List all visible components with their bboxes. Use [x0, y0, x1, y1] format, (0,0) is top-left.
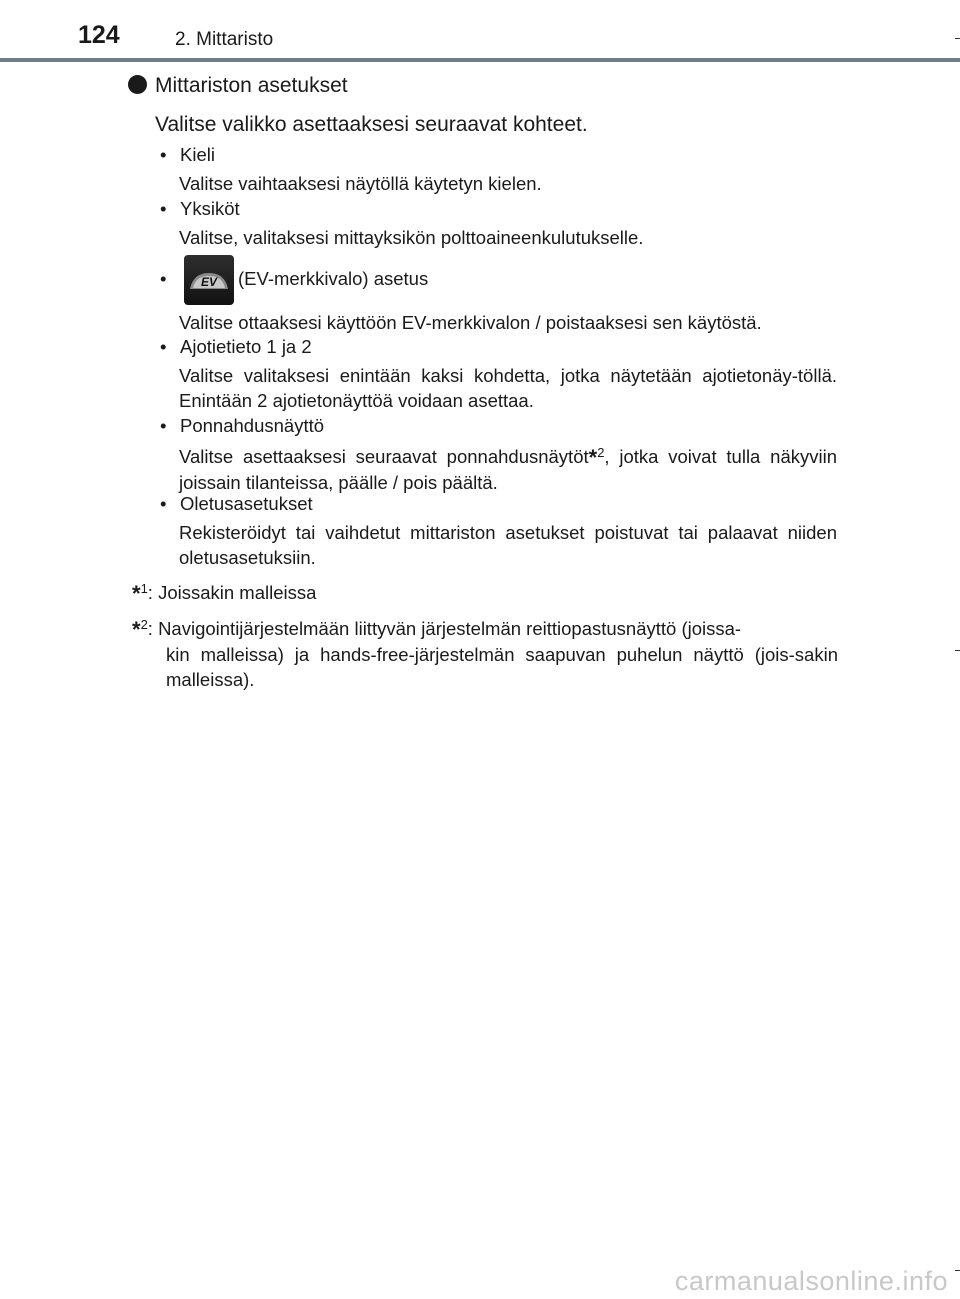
header-rule — [0, 58, 960, 62]
footnote-text-continued: kin malleissa) ja hands-free-järjestelmän saapuvan puhelun näyttö (jois-sakin malleissa). — [166, 644, 838, 690]
bullet-icon: • — [160, 198, 167, 219]
watermark: carmanualsonline.info — [674, 1266, 948, 1296]
footnote-number: 2 — [140, 617, 148, 632]
crop-mark — [955, 38, 960, 39]
item-label: Oletusasetukset — [180, 493, 313, 514]
intro-text: Valitse valikko asettaaksesi seuraavat kohteet. — [155, 113, 588, 136]
item-label: Kieli — [180, 144, 215, 165]
item-description: Rekisteröidyt tai vaihdetut mittariston asetukset poistuvat tai palaavat niiden oletusasetuksiin. — [179, 522, 837, 568]
item-label: Ajotietieto 1 ja 2 — [180, 336, 312, 357]
item-label: (EV-merkkivalo) asetus — [238, 268, 429, 289]
bullet-icon: • — [160, 336, 167, 357]
subsection-heading-text: Mittariston asetukset — [155, 74, 348, 97]
footnote-star: * — [588, 445, 598, 470]
item-description-text: Valitse asettaaksesi seuraavat ponnahdusnäytöt — [179, 446, 589, 467]
footnote-text: : Navigointijärjestelmään liittyvän järjestelmän reittiopastusnäyttö (joissa- — [147, 618, 742, 639]
footnote-star: * — [132, 581, 141, 606]
bullet-icon: • — [160, 144, 167, 165]
item-label: Yksiköt — [180, 198, 240, 219]
item-description: Valitse ottaaksesi käyttöön EV-merkkivalon / poistaaksesi sen käytöstä. — [179, 312, 762, 333]
footnote-star: * — [132, 617, 141, 642]
list-item — [160, 414, 324, 437]
bullet-circle-icon — [128, 75, 147, 94]
list-item — [160, 335, 312, 358]
list-item — [160, 254, 428, 305]
item-label: Ponnahdusnäyttö — [180, 415, 325, 436]
list-item — [160, 492, 313, 515]
bullet-icon: • — [160, 268, 167, 289]
footnote — [132, 576, 838, 606]
bullet-icon: • — [160, 493, 167, 514]
item-description: Valitse, valitaksesi mittayksikön polttoaineenkulutukselle. — [179, 227, 644, 248]
subsection-heading — [128, 72, 348, 100]
ev-indicator-icon — [184, 255, 234, 305]
crop-mark — [955, 1270, 960, 1271]
footnote-text: : Joissakin malleissa — [147, 582, 317, 603]
footnote-ref: 2 — [597, 445, 605, 460]
page-number: 124 — [78, 21, 120, 49]
item-description: Valitse vaihtaaksesi näytöllä käytetyn kielen. — [179, 173, 542, 194]
ev-icon-text: EV — [200, 275, 218, 290]
list-item — [160, 143, 215, 166]
footnote — [132, 612, 838, 692]
crop-mark — [955, 650, 960, 651]
list-item — [160, 197, 240, 220]
item-description-text: , jotka voivat tulla näkyviin joissain tilanteissa, päälle / pois päältä. — [179, 446, 837, 493]
bullet-icon: • — [160, 415, 167, 436]
section-title: 2. Mittaristo — [175, 29, 274, 50]
footnote-number: 1 — [140, 581, 148, 596]
item-description: Valitse valitaksesi enintään kaksi kohdetta, jotka näytetään ajotietonäy-töllä. Enintään 2 ajotietonäyttöä voidaan asettaa. — [179, 365, 837, 411]
item-description — [179, 440, 837, 495]
